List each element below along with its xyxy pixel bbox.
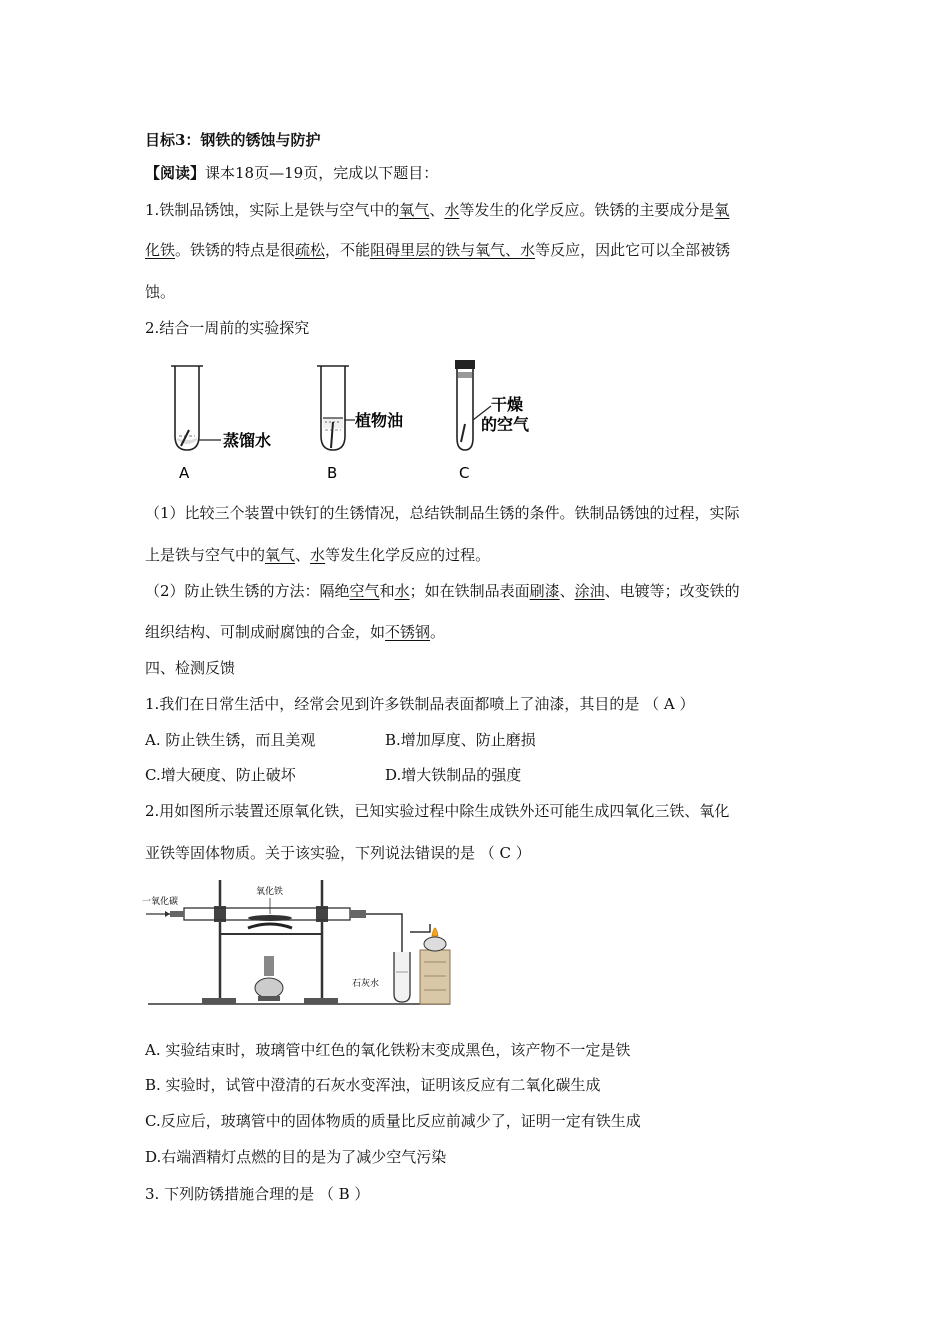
t3-stem: 3. 下列防锈措施合理的是 （ B ） [145, 1185, 370, 1203]
t1-option-a: A. 防止铁生锈，而且美观 [145, 731, 316, 749]
q1-text: 1.铁制品锈蚀，实际上是铁与空气中的 [145, 201, 400, 219]
q1-answer-block: 阻碍里层的铁与氧气、水 [370, 241, 536, 259]
section-heading: 目标3：钢铁的锈蚀与防护 [145, 131, 321, 149]
tube-c [455, 360, 530, 482]
q1-text: 等发生的化学反应。铁锈的主要成分是 [459, 201, 715, 219]
label-limewater: 石灰水 [352, 979, 380, 989]
s1-answer-water: 水 [310, 546, 326, 564]
s1-line1: （1）比较三个装置中铁钉的生锈情况，总结铁制品生锈的条件。铁制品锈蚀的过程，实际 [145, 504, 740, 522]
s2-line2 [145, 622, 445, 642]
tube-b [317, 366, 403, 482]
s1-answer-oxygen: 氧气 [265, 546, 296, 564]
section-4-title: 四、检测反馈 [145, 659, 236, 677]
label-carbon-monoxide: 一氧化碳 [142, 897, 179, 907]
s1-line2 [145, 545, 490, 565]
s1-text: 、 [295, 546, 311, 564]
caption-c: C [459, 464, 470, 482]
s2-text: （2）防止铁生锈的方法：隔绝 [145, 582, 350, 600]
t2-option-d: D.右端酒精灯点燃的目的是为了减少空气污染 [145, 1148, 447, 1166]
q1-text: ，不能 [325, 241, 371, 259]
t2-stem-line1: 2.用如图所示装置还原氧化铁，已知实验过程中除生成铁外还可能生成四氧化三铁、氧化 [145, 802, 730, 820]
s2-text: 。 [430, 623, 446, 641]
label-vegetable-oil: 植物油 [355, 411, 404, 430]
t1-option-d: D.增大铁制品的强度 [385, 766, 522, 784]
label-iron-oxide: 氧化铁 [256, 887, 284, 897]
caption-a: A [179, 464, 190, 482]
s2-line1 [145, 581, 740, 601]
s1-text: 上是铁与空气中的 [145, 546, 266, 564]
q1-answer-loose: 疏松 [295, 241, 326, 259]
t1-option-c: C.增大硬度、防止破坏 [145, 766, 296, 784]
s2-text: 、电镀等；改变铁的 [604, 582, 740, 600]
reading-tag: 【阅读】 [145, 164, 206, 182]
q1-line3: 蚀。 [145, 283, 176, 301]
tube-a [171, 366, 271, 482]
s2-text: ；如在铁制品表面 [409, 582, 530, 600]
q1-answer-oxygen: 氧气 [399, 201, 430, 219]
q1-text: 等反应，因此它可以全部被锈 [535, 241, 731, 259]
label-distilled-water: 蒸馏水 [223, 431, 272, 450]
s2-text: 组织结构、可制成耐腐蚀的合金，如 [145, 623, 386, 641]
q1-answer-rust-part1: 氧 [714, 201, 730, 219]
reading-instruction [145, 163, 438, 183]
label-dry-air-2: 的空气 [481, 415, 530, 434]
t2-stem-line2: 亚铁等固体物质。关于该实验，下列说法错误的是 （ C ） [145, 844, 531, 862]
reading-text: 课本18页—19页，完成以下题目： [205, 164, 439, 182]
q1-text: 。铁锈的特点是很 [175, 241, 296, 259]
s2-answer-oil: 涂油 [574, 582, 605, 600]
q1-answer-rust-part2: 化铁 [145, 241, 176, 259]
t2-option-b: B. 实验时，试管中澄清的石灰水变浑浊，证明该反应有二氧化碳生成 [145, 1076, 601, 1094]
t2-option-a: A. 实验结束时，玻璃管中红色的氧化铁粉末变成黑色，该产物不一定是铁 [145, 1041, 631, 1059]
q1-answer-water: 水 [444, 201, 460, 219]
q1-line1 [145, 200, 729, 220]
t1-option-b: B.增加厚度、防止磨损 [385, 731, 536, 749]
s2-answer-water: 水 [394, 582, 410, 600]
s2-text: 和 [379, 582, 395, 600]
s2-answer-paint: 刷漆 [529, 582, 560, 600]
s2-answer-stainless: 不锈钢 [385, 623, 431, 641]
caption-b: B [327, 464, 338, 482]
q1-text: 、 [429, 201, 445, 219]
t2-option-c: C.反应后，玻璃管中的固体物质的质量比反应前减少了，证明一定有铁生成 [145, 1112, 641, 1130]
q2-title: 2.结合一周前的实验探究 [145, 319, 310, 337]
test-tube-figure [155, 358, 530, 488]
s2-answer-air: 空气 [349, 582, 380, 600]
q1-line2 [145, 240, 730, 260]
t1-stem: 1.我们在日常生活中，经常会见到许多铁制品表面都喷上了油漆，其目的是 （ A ） [145, 695, 695, 713]
s1-text: 等发生化学反应的过程。 [325, 546, 491, 564]
s2-text: 、 [559, 582, 575, 600]
label-dry-air-1: 干燥 [491, 395, 524, 414]
reduction-apparatus-figure [140, 872, 460, 1012]
